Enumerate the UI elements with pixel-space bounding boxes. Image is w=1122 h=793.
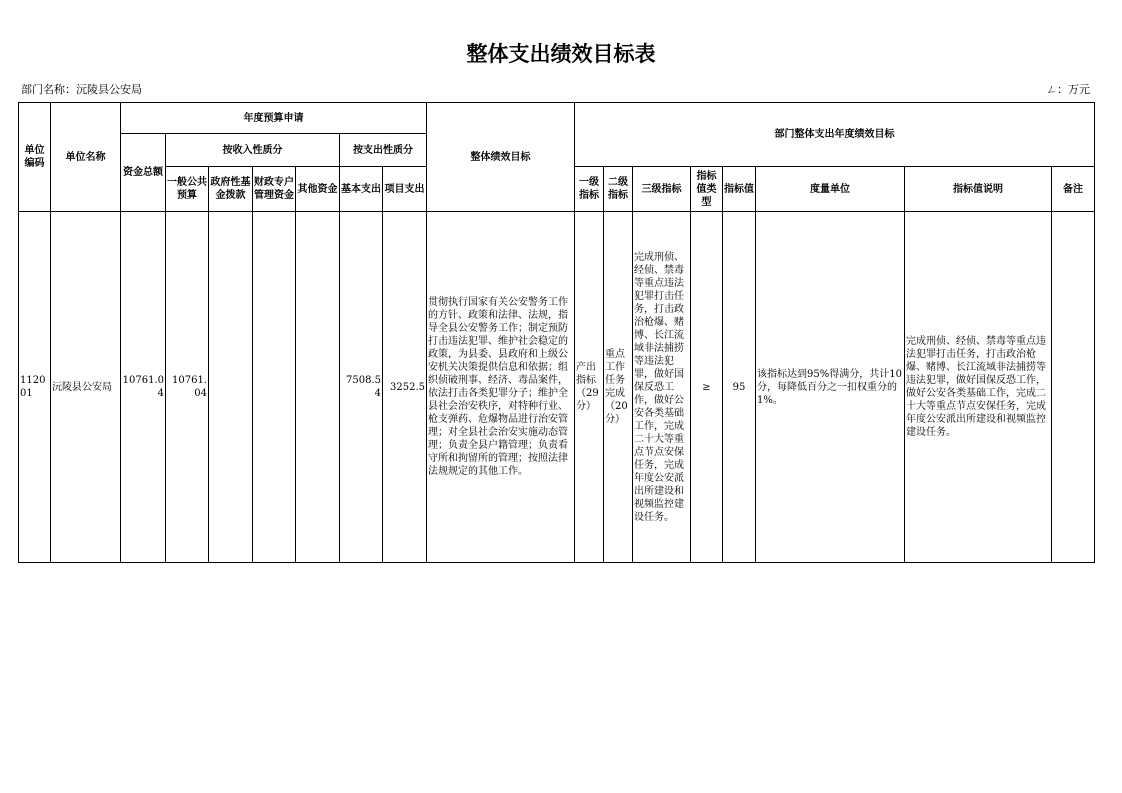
header-fund-total: 资金总额 (121, 134, 166, 212)
cell-level1: 产出指标（29分） (575, 212, 604, 563)
header-remark: 备注 (1052, 167, 1095, 212)
header-value: 指标值 (723, 167, 756, 212)
header-overall-goal: 整体绩效目标 (427, 103, 575, 212)
cell-remark (1052, 212, 1095, 563)
cell-other-fund (296, 212, 340, 563)
header-value-type: 指标值类型 (691, 167, 723, 212)
header-by-income: 按收入性质分 (166, 134, 340, 167)
header-level2: 二级指标 (604, 167, 633, 212)
department-name: 部门名称：沅陵县公安局 (21, 83, 142, 96)
cell-unit-code: 112001 (19, 212, 51, 563)
cell-special-fund (253, 212, 296, 563)
cell-unit-name: 沅陵县公安局 (51, 212, 121, 563)
header-value-desc: 指标值说明 (905, 167, 1052, 212)
cell-level3: 完成刑侦、经侦、禁毒等重点违法犯罪打击任务，打击政治枪爆、赌博、长江流域非法捕捞等违法犯罪，做好国保反恐工作，做好公安各类基础工作，完成二十大等重点节点安保任务，完成年度公安派出所建设和视频监控建设任务。 (633, 212, 691, 563)
cell-value-type: ≥ (691, 212, 723, 563)
page-title: 整体支出绩效目标表 (466, 42, 656, 66)
cell-fund-total: 10761.04 (121, 212, 166, 563)
header-dept-goal: 部门整体支出年度绩效目标 (575, 103, 1095, 167)
cell-value-desc: 完成刑侦、经侦、禁毒等重点违法犯罪打击任务，打击政治枪爆、赌博、长江流域非法捕捞等违法犯罪，做好国保反恐工作，做好公安各类基础工作，完成二十大等重点节点安保任务，完成年度公安派出所建设和视频监控建设任务。 (905, 212, 1052, 563)
header-annual-budget: 年度预算申请 (121, 103, 427, 134)
table-row (19, 212, 1095, 563)
cell-level2: 重点工作任务完成（20分） (604, 212, 633, 563)
currency-unit: ㄥ：万元 (1046, 83, 1090, 96)
performance-table (18, 102, 1095, 563)
cell-general-budget: 10761.04 (166, 212, 209, 563)
cell-value: 95 (723, 212, 756, 563)
cell-measure-unit: 该指标达到95%得满分，共计10分，每降低百分之一扣权重分的1%。 (756, 212, 905, 563)
header-level3: 三级指标 (633, 167, 691, 212)
header-other-fund: 其他资金 (296, 167, 340, 212)
header-special-fund: 财政专户管理资金 (253, 167, 296, 212)
header-basic-expense: 基本支出 (340, 167, 383, 212)
header-row-1 (19, 103, 1095, 134)
header-by-expense: 按支出性质分 (340, 134, 427, 167)
cell-gov-fund (209, 212, 253, 563)
cell-basic-expense: 7508.54 (340, 212, 383, 563)
header-general-budget: 一般公共预算 (166, 167, 209, 212)
header-measure-unit: 度量单位 (756, 167, 905, 212)
header-level1: 一级指标 (575, 167, 604, 212)
header-project-expense: 项目支出 (383, 167, 427, 212)
header-unit-name: 单位名称 (51, 103, 121, 212)
header-gov-fund: 政府性基金拨款 (209, 167, 253, 212)
header-unit-code: 单位编码 (19, 103, 51, 212)
cell-overall-goal: 贯彻执行国家有关公安警务工作的方针、政策和法律、法规，指导全县公安警务工作；制定预防打击违法犯罪、维护社会稳定的政策，为县委、县政府和上级公安机关决策提供信息和依据；组织侦破刑事、经济、毒品案件，依法打击各类犯罪分子；维护全县社会治安秩序，对特种行业、枪支弹药、危爆物品进行治安管理；对全县社会治安实施动态管理；负责全县户籍管理；负责看守所和拘留所的管理；按照法律法规规定的其他工作。 (427, 212, 575, 563)
cell-project-expense: 3252.5 (383, 212, 427, 563)
